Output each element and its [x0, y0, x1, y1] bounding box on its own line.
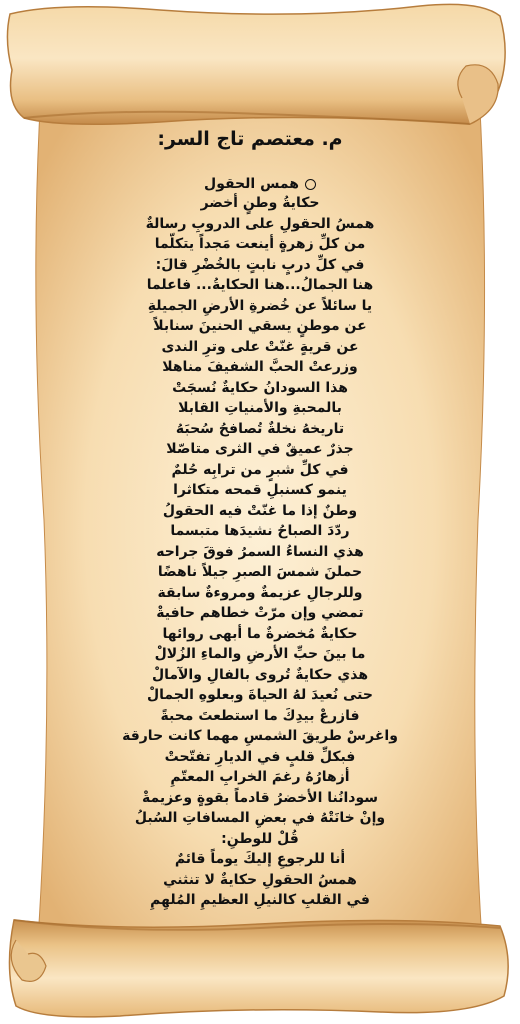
poem-line: بالمحبةِ والأمنياتِ القابلا: [178, 400, 342, 416]
circle-bullet-icon: [305, 179, 316, 190]
poem-line: هذي حكايةٌ تُروى بالفالِ والآمالْ: [151, 666, 369, 683]
poem-author: م. معتصم تاج السر:: [157, 128, 343, 150]
poem-line: تمضي وإن مرّتْ خطاهم حافيةْ: [156, 605, 364, 621]
poem-line: عن قريةٍ غنّتْ على وترِ الندى: [161, 338, 359, 355]
poem-line: جذرٌ عميقٌ في الثرى متاصّلا: [166, 441, 354, 457]
poem-line: ما بينَ حبِّ الأرضِ والماءِ الزُلالْ: [154, 646, 366, 662]
poem-line: في كلِّ شبرٍ من ترابِه حُلمٌ: [171, 461, 349, 478]
poem-line: أنا للرجوعِ إليكَ يوماً قائمٌ: [174, 851, 346, 867]
poem-line: ينمو كسنبلِ قمحه متكاثرا: [173, 482, 347, 498]
poem-line: وإنْ خانَتْهُ في بعضِ المسافاتِ السُبلُ: [134, 810, 386, 826]
poem-subtitle-text: همس الحقول: [204, 176, 299, 192]
poem-line: يا سائلاً عن خُضرةِ الأرضِ الجميلةِ: [147, 297, 373, 314]
poem-line: في كلِّ دربٍ نابتٍ بالخُضْرِ قالَ:: [155, 256, 365, 273]
poem-container: [60, 128, 460, 908]
poem-line: حكايةٌ مُخضرةٌ ما أبهى روائها: [162, 625, 358, 642]
poem-line: تاريخهُ نخلةٌ تُصافحُ سُحبَهُ: [175, 420, 345, 437]
poem-line: حتى نُعيدَ لهُ الحياةَ وبعلوهِ الجمالْ: [147, 687, 373, 703]
poem-line: من كلِّ زهرةٍ أينعت مَجداً يتكلّما: [154, 236, 366, 252]
poem-line: وطنٌ إذا ما غنّتْ فيه الحقولُ: [162, 502, 358, 519]
poem-line: وللرجالِ عزيمةٌ ومروءةٌ سابقة: [157, 584, 363, 601]
poem-line: سودانُنا الأخضرُ قادماً بقوةٍ وعزيمةْ: [141, 789, 379, 806]
poem-line: هذا السودانُ حكايةٌ نُسجَتْ: [172, 379, 348, 396]
poem-line: في القلبِ كالنيلِ العظيمِ المُلهِمِ: [150, 892, 370, 908]
poem-subtitle: [60, 176, 460, 193]
poem-line: حملنَ شمسَ الصبرِ جيلاً ناهضًا: [157, 564, 363, 580]
poem-line: هذي النساءُ السمرُ فوقَ جراحه: [156, 543, 364, 560]
poem-line: همسُ الحقولِ على الدروبِ رسالةٌ: [145, 215, 375, 232]
poem-line: واغرسْ طريقَ الشمسِ مهما كانت حارقة: [122, 728, 398, 744]
scroll-top-roll: [7, 4, 505, 124]
poem-line: حكايةُ وطنٍ أخضر: [200, 195, 320, 211]
poem-line: عن موطنٍ يسقي الحنينَ سنابلاً: [153, 318, 367, 334]
poem-line: هنا الجمالُ...هنا الحكايةُ... فاعلما: [146, 277, 374, 293]
scroll-bottom-roll: [9, 920, 508, 1017]
poem-line: فازرعْ بيدِكَ ما استطعتَ محبةً: [160, 707, 360, 724]
poem-line: فبكلِّ قلبٍ في الديارِ تفتّحتْ: [164, 748, 356, 765]
poem-line: قُلْ للوطنِ:: [221, 830, 299, 847]
poem-line: وزرعتْ الحبَّ الشفيفَ مناهلا: [162, 359, 358, 375]
poem-line: ردّدَ الصباحُ نشيدَها متبسما: [170, 523, 350, 539]
poem-line: أزهارُهُ رغمَ الخرابِ المعتّمِ: [170, 769, 350, 785]
poem-line: همسُ الحقولِ حكايةٌ لا تنثني: [163, 871, 357, 888]
poem-lines: [60, 193, 460, 911]
